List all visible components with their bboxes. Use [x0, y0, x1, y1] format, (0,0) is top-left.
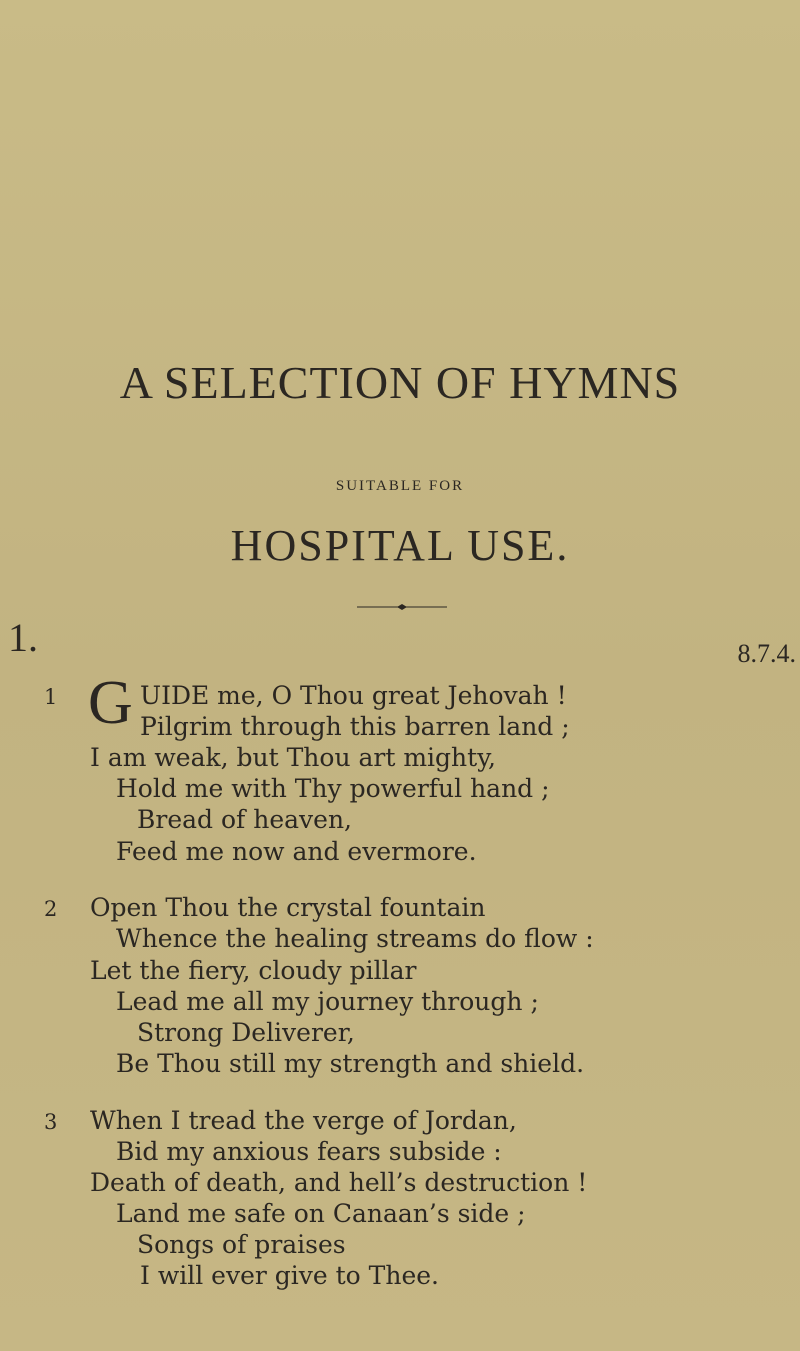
verse-line: Feed me now and evermore.: [116, 837, 477, 866]
verse-line: Strong Deliverer,: [137, 1018, 355, 1047]
verse-number: 2: [44, 897, 58, 921]
verse-number: 1: [44, 685, 58, 709]
suitable-for-label: SUITABLE FOR: [335, 478, 465, 494]
hymn-meter: 8.7.4.: [737, 639, 796, 668]
verse-line: Open Thou the crystal fountain: [90, 893, 486, 922]
diamond-ornament-icon: [397, 604, 407, 610]
verse-line: I will ever give to Thee.: [140, 1261, 439, 1290]
verse-line: Pilgrim through this barren land ;: [140, 712, 570, 741]
verse-number: 3: [44, 1110, 58, 1134]
hymn-number: 1.: [8, 615, 38, 660]
verse-line: Lead me all my journey through ;: [116, 987, 539, 1016]
verse-line: Bid my anxious fears subside :: [116, 1137, 502, 1166]
verse-line: Hold me with Thy powerful hand ;: [116, 774, 550, 803]
hospital-use-title: HOSPITAL USE.: [230, 521, 570, 570]
verse-line: Bread of heaven,: [137, 805, 352, 834]
verse-line: Whence the healing streams do flow :: [116, 924, 594, 953]
book-title: A SELECTION OF HYMNS: [119, 357, 681, 408]
verse-line: Land me safe on Canaan’s side ;: [116, 1199, 526, 1228]
ornament-divider: [357, 603, 447, 611]
verse-line: Songs of praises: [137, 1230, 346, 1259]
verse-line: UIDE me, O Thou great Jehovah !: [140, 681, 567, 710]
drop-capital: G: [88, 669, 133, 737]
verse-line: Let the fiery, cloudy pillar: [90, 956, 417, 985]
verse-line: I am weak, but Thou art mighty,: [90, 743, 496, 772]
verse-line: When I tread the verge of Jordan,: [90, 1106, 517, 1135]
verse-line: Death of death, and hell’s destruction !: [90, 1168, 588, 1197]
verse-line: Be Thou still my strength and shield.: [116, 1049, 585, 1078]
